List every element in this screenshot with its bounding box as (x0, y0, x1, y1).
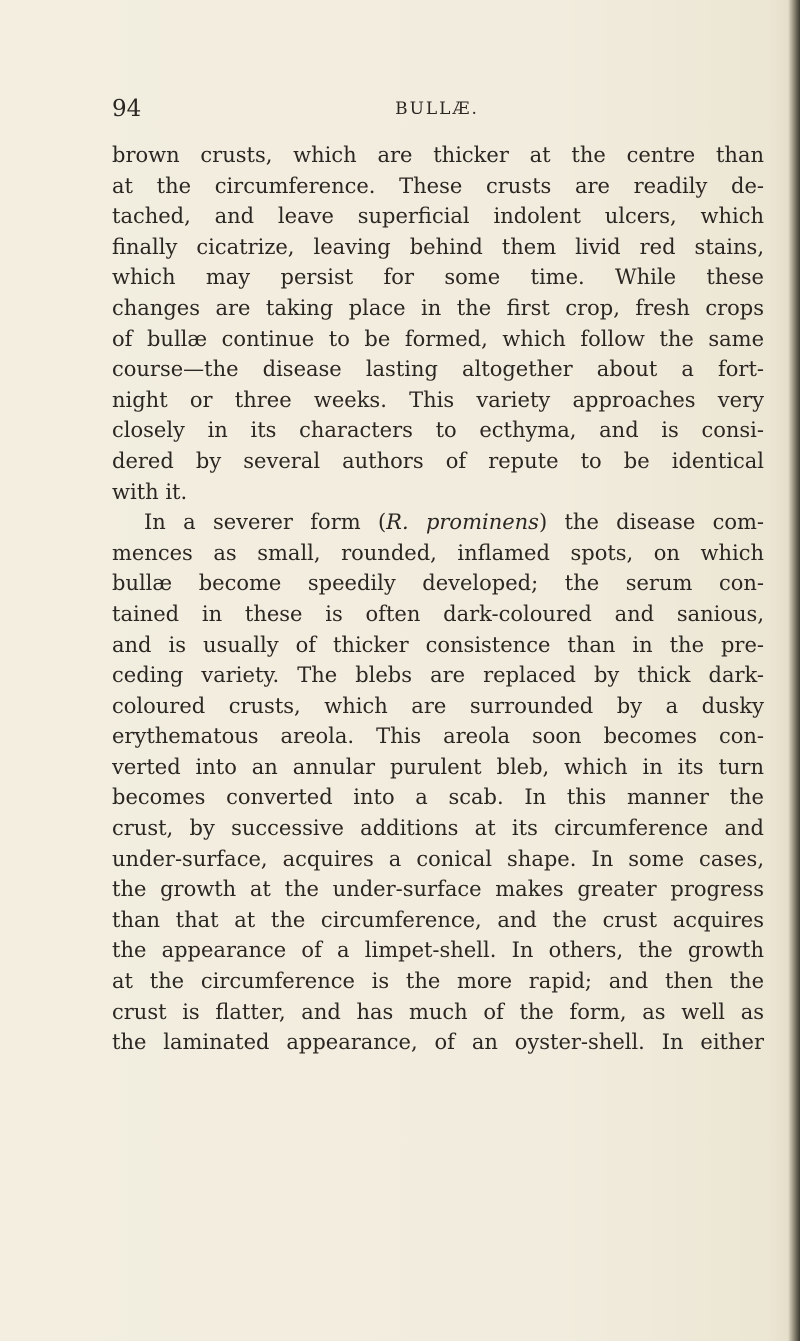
text-line: tained in these is often dark-coloured and sanious, (112, 601, 764, 626)
text-line: brown crusts, which are thicker at the centre than (112, 143, 764, 167)
text-line: erythematous areola. This areola soon becomes con- (112, 724, 764, 749)
text-line: mences as small, rounded, inflamed spots, on which (112, 540, 764, 565)
text-line: dered by several authors of repute to be identical (112, 448, 764, 473)
text-line: finally cicatrize, leaving behind them livid red stains, (112, 234, 764, 259)
text-line: coloured crusts, which are surrounded by a dusky (112, 693, 764, 718)
text-line: under-surface, acquires a conical shape. In some cases, (112, 846, 764, 871)
text-line: the laminated appearance, of an oyster-shell. In either (112, 1030, 764, 1055)
page-edge-shadow (788, 0, 800, 1341)
text-line: crust is flatter, and has much of the form, as well as (112, 999, 764, 1024)
text-line: tached, and leave superficial indolent ulcers, which (112, 204, 764, 229)
italic-term: R. prominens (386, 510, 539, 535)
text-line: crust, by successive additions at its circumference and (112, 816, 764, 841)
text-line: verted into an annular purulent bleb, which in its turn (112, 754, 764, 779)
text-line: the growth at the under-surface makes greater progress (112, 877, 764, 902)
text-line: becomes converted into a scab. In this manner the (112, 785, 764, 810)
text-line: of bullæ continue to be formed, which follow the same (112, 326, 764, 351)
paragraph-start-line: In a severer form (R. prominens) the disease com- (144, 510, 764, 535)
text-line: night or three weeks. This variety approaches very (112, 387, 764, 412)
page-number: 94 (112, 96, 142, 122)
text-line: at the circumference. These crusts are readily de- (112, 173, 764, 198)
running-head: BULLÆ. (395, 99, 479, 119)
text-line: ceding variety. The blebs are replaced by thick dark- (112, 663, 764, 688)
text-line: at the circumference is the more rapid; and then the (112, 969, 764, 994)
text-line: course—the disease lasting altogether about a fort- (112, 357, 764, 382)
text-line: closely in its characters to ecthyma, and is consi- (112, 418, 764, 443)
page-header (112, 96, 762, 126)
text-line: bullæ become speedily developed; the serum con- (112, 571, 764, 596)
text-line: which may persist for some time. While these (112, 265, 764, 290)
text-line: than that at the circumference, and the crust acquires (112, 907, 764, 932)
text-line: changes are taking place in the first crop, fresh crops (112, 295, 764, 320)
paragraph-end-line: with it. (112, 479, 188, 504)
body-text (112, 140, 764, 1058)
text-line: and is usually of thicker consistence than in the pre- (112, 632, 764, 657)
text-line: the appearance of a limpet-shell. In others, the growth (112, 938, 764, 963)
